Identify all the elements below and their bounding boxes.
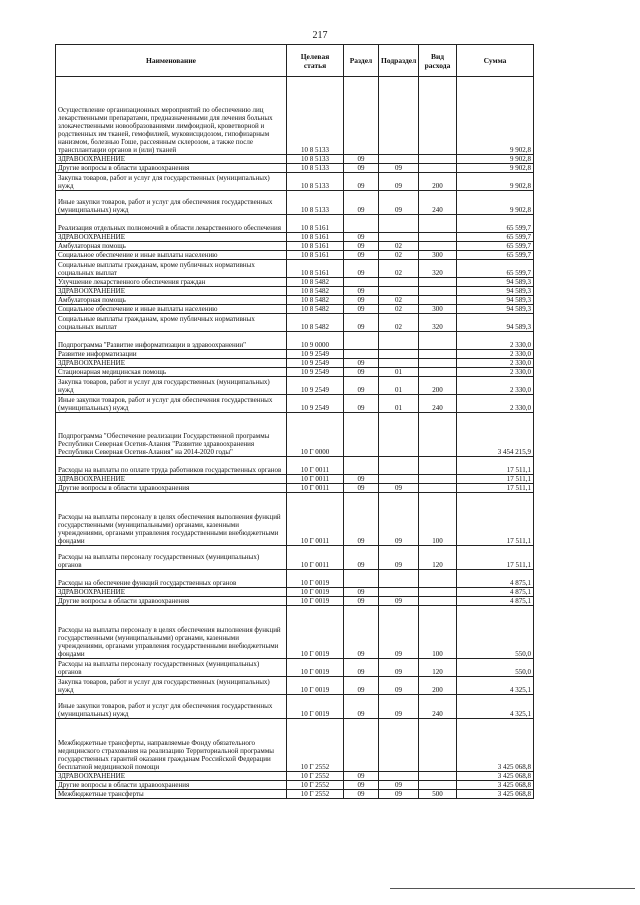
table-row <box>56 588 534 597</box>
table-row <box>56 287 534 296</box>
row-kind-cell: 240 <box>419 695 457 719</box>
row-name-cell: Другие вопросы в области здравоохранения <box>56 781 287 790</box>
row-subsection-cell <box>379 570 419 588</box>
row-sum-cell: 65 599,7 <box>457 242 534 251</box>
row-subsection-cell <box>379 278 419 287</box>
row-target-cell: 10 8 5133 <box>287 173 344 191</box>
row-kind-cell <box>419 597 457 606</box>
row-section-cell: 09 <box>344 597 379 606</box>
table-row <box>56 305 534 314</box>
row-name-cell: Иные закупки товаров, работ и услуг для обеспечения государственных (муниципальных) нужд <box>56 695 287 719</box>
row-subsection-cell: 09 <box>379 790 419 799</box>
row-name-cell: ЗДРАВООХРАНЕНИЕ <box>56 588 287 597</box>
row-kind-cell: 100 <box>419 606 457 659</box>
row-subsection-cell: 09 <box>379 677 419 695</box>
row-name-cell: ЗДРАВООХРАНЕНИЕ <box>56 233 287 242</box>
row-name-cell: Развитие информатизации <box>56 350 287 359</box>
table-row <box>56 233 534 242</box>
row-target-cell: 10 8 5161 <box>287 242 344 251</box>
row-kind-cell: 300 <box>419 251 457 260</box>
row-sum-cell: 17 511,1 <box>457 457 534 475</box>
row-target-cell: 10 Г 0019 <box>287 597 344 606</box>
row-target-cell: 10 8 5482 <box>287 296 344 305</box>
row-subsection-cell: 09 <box>379 781 419 790</box>
row-subsection-cell: 09 <box>379 484 419 493</box>
table-row <box>56 173 534 191</box>
row-target-cell: 10 8 5161 <box>287 251 344 260</box>
table-row <box>56 546 534 570</box>
row-name-cell: Социальные выплаты гражданам, кроме публичных нормативных социальных выплат <box>56 314 287 332</box>
page-number: 217 <box>312 30 328 41</box>
row-target-cell: 10 8 5161 <box>287 215 344 233</box>
row-kind-cell <box>419 155 457 164</box>
row-kind-cell: 300 <box>419 305 457 314</box>
row-name-cell: Социальное обеспечение и иные выплаты населению <box>56 251 287 260</box>
row-name-cell: ЗДРАВООХРАНЕНИЕ <box>56 155 287 164</box>
row-sum-cell: 3 425 068,8 <box>457 790 534 799</box>
row-subsection-cell: 09 <box>379 173 419 191</box>
table-row <box>56 597 534 606</box>
header-section: Раздел <box>344 45 379 77</box>
table-row <box>56 719 534 772</box>
row-name-cell: Расходы на выплаты персоналу в целях обеспечения выполнения функций государственными (муниципальными) органами, казенными учреждениями, органами управления государственными внебюджетными фондами <box>56 606 287 659</box>
row-subsection-cell: 02 <box>379 260 419 278</box>
header-target: Целевая статья <box>287 45 344 77</box>
header-name: Наименование <box>56 45 287 77</box>
row-subsection-cell: 02 <box>379 296 419 305</box>
row-kind-cell <box>419 457 457 475</box>
row-sum-cell: 4 875,1 <box>457 588 534 597</box>
row-sum-cell: 3 454 215,9 <box>457 413 534 457</box>
row-kind-cell: 240 <box>419 191 457 215</box>
row-sum-cell: 94 589,3 <box>457 314 534 332</box>
row-section-cell: 09 <box>344 588 379 597</box>
table-row <box>56 359 534 368</box>
row-subsection-cell: 09 <box>379 164 419 173</box>
row-kind-cell <box>419 772 457 781</box>
row-section-cell: 09 <box>344 260 379 278</box>
row-subsection-cell <box>379 350 419 359</box>
row-name-cell: ЗДРАВООХРАНЕНИЕ <box>56 772 287 781</box>
row-section-cell <box>344 278 379 287</box>
row-kind-cell <box>419 570 457 588</box>
table-row <box>56 314 534 332</box>
header-kind: Вид расхода <box>419 45 457 77</box>
row-subsection-cell <box>379 719 419 772</box>
row-subsection-cell <box>379 475 419 484</box>
row-target-cell: 10 8 5482 <box>287 305 344 314</box>
row-section-cell: 09 <box>344 368 379 377</box>
row-kind-cell <box>419 588 457 597</box>
row-section-cell <box>344 570 379 588</box>
row-name-cell: Подпрограмма "Развитие информатизации в здравоохранении" <box>56 332 287 350</box>
row-kind-cell <box>419 413 457 457</box>
row-section-cell: 09 <box>344 164 379 173</box>
row-target-cell: 10 8 5482 <box>287 314 344 332</box>
row-section-cell: 09 <box>344 191 379 215</box>
row-sum-cell: 4 875,1 <box>457 597 534 606</box>
row-subsection-cell: 02 <box>379 251 419 260</box>
table-row <box>56 677 534 695</box>
table-row <box>56 475 534 484</box>
row-target-cell: 10 Г 0019 <box>287 695 344 719</box>
row-target-cell: 10 9 2549 <box>287 359 344 368</box>
table-row <box>56 215 534 233</box>
table-row <box>56 772 534 781</box>
row-sum-cell: 2 330,0 <box>457 350 534 359</box>
row-target-cell: 10 8 5133 <box>287 77 344 155</box>
table-row <box>56 191 534 215</box>
row-target-cell: 10 8 5161 <box>287 260 344 278</box>
row-sum-cell: 2 330,0 <box>457 377 534 395</box>
row-section-cell: 09 <box>344 395 379 413</box>
row-sum-cell: 94 589,3 <box>457 278 534 287</box>
row-kind-cell <box>419 484 457 493</box>
row-sum-cell: 4 325,1 <box>457 695 534 719</box>
row-section-cell: 09 <box>344 173 379 191</box>
row-subsection-cell <box>379 77 419 155</box>
row-name-cell: Стационарная медицинская помощь <box>56 368 287 377</box>
row-kind-cell <box>419 233 457 242</box>
row-name-cell: Расходы на выплаты по оплате труда работников государственных органов <box>56 457 287 475</box>
row-section-cell <box>344 332 379 350</box>
table-row <box>56 164 534 173</box>
row-target-cell: 10 Г 0019 <box>287 677 344 695</box>
row-kind-cell <box>419 719 457 772</box>
row-name-cell: Осуществление организационных мероприятий по обеспечению лиц лекарственными препаратами, предназначенными для лечения больных злокачественными новообразованиями лимфоидной, кроветворной и родственных им тканей, гемофилией, муковисцидозом, гипофизарным нанизмом, болезнью Гоше, рассеянным склерозом, а также после трансплантации органов и (или) тканей <box>56 77 287 155</box>
row-subsection-cell: 09 <box>379 546 419 570</box>
row-sum-cell: 3 425 068,8 <box>457 772 534 781</box>
row-section-cell <box>344 457 379 475</box>
row-sum-cell: 65 599,7 <box>457 215 534 233</box>
table-header-row <box>56 45 534 77</box>
row-sum-cell: 94 589,3 <box>457 296 534 305</box>
row-kind-cell <box>419 215 457 233</box>
row-sum-cell: 94 589,3 <box>457 287 534 296</box>
footer-divider <box>390 888 635 889</box>
table-row <box>56 368 534 377</box>
table-row <box>56 413 534 457</box>
table-row <box>56 570 534 588</box>
row-kind-cell <box>419 359 457 368</box>
row-subsection-cell: 09 <box>379 606 419 659</box>
row-section-cell: 09 <box>344 359 379 368</box>
row-target-cell: 10 Г 2552 <box>287 781 344 790</box>
row-target-cell: 10 Г 2552 <box>287 772 344 781</box>
row-section-cell: 09 <box>344 305 379 314</box>
row-sum-cell: 2 330,0 <box>457 395 534 413</box>
row-section-cell: 09 <box>344 781 379 790</box>
row-name-cell: Расходы на обеспечение функций государственных органов <box>56 570 287 588</box>
table-row <box>56 659 534 677</box>
row-sum-cell: 4 325,1 <box>457 677 534 695</box>
table-row <box>56 332 534 350</box>
row-target-cell: 10 Г 0011 <box>287 484 344 493</box>
row-sum-cell: 4 875,1 <box>457 570 534 588</box>
row-subsection-cell: 02 <box>379 242 419 251</box>
table-row <box>56 695 534 719</box>
row-sum-cell: 17 511,1 <box>457 546 534 570</box>
row-name-cell: Расходы на выплаты персоналу государственных (муниципальных) органов <box>56 546 287 570</box>
row-name-cell: Иные закупки товаров, работ и услуг для обеспечения государственных (муниципальных) нужд <box>56 395 287 413</box>
row-subsection-cell <box>379 588 419 597</box>
row-name-cell: Закупка товаров, работ и услуг для государственных (муниципальных) нужд <box>56 677 287 695</box>
row-sum-cell: 2 330,0 <box>457 332 534 350</box>
row-kind-cell: 200 <box>419 677 457 695</box>
row-name-cell: Иные закупки товаров, работ и услуг для обеспечения государственных (муниципальных) нужд <box>56 191 287 215</box>
row-name-cell: Межбюджетные трансферты <box>56 790 287 799</box>
row-sum-cell: 9 902,8 <box>457 173 534 191</box>
row-subsection-cell <box>379 287 419 296</box>
table-row <box>56 155 534 164</box>
table-row <box>56 781 534 790</box>
row-name-cell: Расходы на выплаты персоналу государственных (муниципальных) органов <box>56 659 287 677</box>
row-kind-cell <box>419 475 457 484</box>
table-row <box>56 296 534 305</box>
row-name-cell: Другие вопросы в области здравоохранения <box>56 164 287 173</box>
header-subsection: Подраздел <box>379 45 419 77</box>
row-section-cell: 09 <box>344 251 379 260</box>
row-name-cell: Закупка товаров, работ и услуг для государственных (муниципальных) нужд <box>56 377 287 395</box>
row-section-cell: 09 <box>344 695 379 719</box>
row-section-cell: 09 <box>344 772 379 781</box>
row-sum-cell: 3 425 068,8 <box>457 719 534 772</box>
row-target-cell: 10 Г 0000 <box>287 413 344 457</box>
table-row <box>56 395 534 413</box>
table-row <box>56 260 534 278</box>
row-subsection-cell <box>379 772 419 781</box>
table-body <box>56 77 534 799</box>
table-row <box>56 377 534 395</box>
row-sum-cell: 17 511,1 <box>457 493 534 546</box>
row-subsection-cell: 01 <box>379 377 419 395</box>
row-kind-cell: 320 <box>419 260 457 278</box>
row-subsection-cell <box>379 457 419 475</box>
row-name-cell: Подпрограмма "Обеспечение реализации Государственной программы Республики Северная Осетия-Алания "Развитие здравоохранения Республики Северная Осетия-Алания" на 2014-2020 годы" <box>56 413 287 457</box>
row-target-cell: 10 Г 2552 <box>287 790 344 799</box>
row-kind-cell: 200 <box>419 173 457 191</box>
row-subsection-cell: 02 <box>379 305 419 314</box>
row-name-cell: Амбулаторная помощь <box>56 296 287 305</box>
row-name-cell: ЗДРАВООХРАНЕНИЕ <box>56 475 287 484</box>
row-kind-cell: 120 <box>419 659 457 677</box>
row-sum-cell: 2 330,0 <box>457 359 534 368</box>
row-sum-cell: 94 589,3 <box>457 305 534 314</box>
row-sum-cell: 65 599,7 <box>457 233 534 242</box>
row-target-cell: 10 Г 0011 <box>287 457 344 475</box>
row-subsection-cell <box>379 155 419 164</box>
row-target-cell: 10 Г 0019 <box>287 606 344 659</box>
budget-table <box>55 44 534 799</box>
row-target-cell: 10 Г 0011 <box>287 546 344 570</box>
row-section-cell: 09 <box>344 659 379 677</box>
row-name-cell: Расходы на выплаты персоналу в целях обеспечения выполнения функций государственными (муниципальными) органами, казенными учреждениями, органами управления государственными внебюджетными фондами <box>56 493 287 546</box>
row-section-cell: 09 <box>344 314 379 332</box>
row-target-cell: 10 8 5161 <box>287 233 344 242</box>
row-kind-cell <box>419 278 457 287</box>
row-subsection-cell: 09 <box>379 597 419 606</box>
row-section-cell <box>344 215 379 233</box>
row-target-cell: 10 8 5133 <box>287 155 344 164</box>
row-sum-cell: 65 599,7 <box>457 251 534 260</box>
row-kind-cell: 320 <box>419 314 457 332</box>
row-sum-cell: 3 425 068,8 <box>457 781 534 790</box>
row-kind-cell: 120 <box>419 546 457 570</box>
row-name-cell: Социальные выплаты гражданам, кроме публичных нормативных социальных выплат <box>56 260 287 278</box>
row-subsection-cell: 09 <box>379 695 419 719</box>
row-target-cell: 10 Г 0019 <box>287 659 344 677</box>
row-kind-cell <box>419 781 457 790</box>
row-sum-cell: 9 902,8 <box>457 164 534 173</box>
row-subsection-cell <box>379 413 419 457</box>
table-row <box>56 484 534 493</box>
row-subsection-cell: 01 <box>379 368 419 377</box>
row-section-cell: 09 <box>344 296 379 305</box>
row-section-cell <box>344 350 379 359</box>
row-kind-cell <box>419 296 457 305</box>
table-row <box>56 493 534 546</box>
row-kind-cell <box>419 332 457 350</box>
row-section-cell: 09 <box>344 677 379 695</box>
row-target-cell: 10 Г 2552 <box>287 719 344 772</box>
row-section-cell: 09 <box>344 287 379 296</box>
header-sum: Сумма <box>457 45 534 77</box>
row-name-cell: Закупка товаров, работ и услуг для государственных (муниципальных) нужд <box>56 173 287 191</box>
row-sum-cell: 9 902,8 <box>457 191 534 215</box>
row-kind-cell: 200 <box>419 377 457 395</box>
row-section-cell: 09 <box>344 475 379 484</box>
row-name-cell: Амбулаторная помощь <box>56 242 287 251</box>
row-target-cell: 10 8 5482 <box>287 278 344 287</box>
table-row <box>56 251 534 260</box>
row-subsection-cell <box>379 215 419 233</box>
row-section-cell: 09 <box>344 377 379 395</box>
row-kind-cell <box>419 287 457 296</box>
row-sum-cell: 2 330,0 <box>457 368 534 377</box>
table-row <box>56 790 534 799</box>
row-name-cell: Реализация отдельных полномочий в области лекарственного обеспечения <box>56 215 287 233</box>
row-section-cell: 09 <box>344 790 379 799</box>
row-subsection-cell: 02 <box>379 314 419 332</box>
row-subsection-cell: 09 <box>379 493 419 546</box>
row-sum-cell: 17 511,1 <box>457 484 534 493</box>
row-sum-cell: 17 511,1 <box>457 475 534 484</box>
row-name-cell: ЗДРАВООХРАНЕНИЕ <box>56 359 287 368</box>
row-name-cell: Улучшение лекарственного обеспечения граждан <box>56 278 287 287</box>
row-subsection-cell: 09 <box>379 659 419 677</box>
row-section-cell <box>344 413 379 457</box>
row-sum-cell: 550,0 <box>457 659 534 677</box>
row-target-cell: 10 8 5133 <box>287 191 344 215</box>
row-sum-cell: 550,0 <box>457 606 534 659</box>
row-kind-cell <box>419 350 457 359</box>
row-subsection-cell: 01 <box>379 395 419 413</box>
row-target-cell: 10 9 0000 <box>287 332 344 350</box>
row-section-cell <box>344 719 379 772</box>
row-target-cell: 10 Г 0011 <box>287 493 344 546</box>
row-sum-cell: 65 599,7 <box>457 260 534 278</box>
row-sum-cell: 9 902,8 <box>457 77 534 155</box>
row-target-cell: 10 9 2549 <box>287 377 344 395</box>
row-kind-cell <box>419 164 457 173</box>
row-target-cell: 10 Г 0019 <box>287 570 344 588</box>
table-row <box>56 77 534 155</box>
row-kind-cell <box>419 242 457 251</box>
row-kind-cell: 240 <box>419 395 457 413</box>
row-section-cell: 09 <box>344 546 379 570</box>
row-target-cell: 10 8 5133 <box>287 164 344 173</box>
row-target-cell: 10 Г 0011 <box>287 475 344 484</box>
row-subsection-cell: 09 <box>379 191 419 215</box>
row-section-cell: 09 <box>344 493 379 546</box>
row-section-cell <box>344 77 379 155</box>
row-section-cell: 09 <box>344 606 379 659</box>
row-target-cell: 10 9 2549 <box>287 368 344 377</box>
row-section-cell: 09 <box>344 155 379 164</box>
table-row <box>56 350 534 359</box>
row-target-cell: 10 Г 0019 <box>287 588 344 597</box>
row-section-cell: 09 <box>344 484 379 493</box>
row-subsection-cell <box>379 332 419 350</box>
row-name-cell: Другие вопросы в области здравоохранения <box>56 597 287 606</box>
row-subsection-cell <box>379 233 419 242</box>
row-name-cell: Другие вопросы в области здравоохранения <box>56 484 287 493</box>
row-name-cell: Социальное обеспечение и иные выплаты населению <box>56 305 287 314</box>
row-target-cell: 10 9 2549 <box>287 395 344 413</box>
row-target-cell: 10 8 5482 <box>287 287 344 296</box>
row-section-cell: 09 <box>344 242 379 251</box>
table-row <box>56 457 534 475</box>
row-section-cell: 09 <box>344 233 379 242</box>
row-subsection-cell <box>379 359 419 368</box>
row-name-cell: ЗДРАВООХРАНЕНИЕ <box>56 287 287 296</box>
row-sum-cell: 9 902,8 <box>457 155 534 164</box>
row-target-cell: 10 9 2549 <box>287 350 344 359</box>
row-kind-cell <box>419 368 457 377</box>
table-row <box>56 606 534 659</box>
table-row <box>56 242 534 251</box>
row-name-cell: Межбюджетные трансферты, направляемые Фонду обязательного медицинского страхования на реализацию Территориальной программы государственных гарантий оказания гражданам Российской Федерации бесплатной медицинской помощи <box>56 719 287 772</box>
row-kind-cell: 500 <box>419 790 457 799</box>
row-kind-cell <box>419 77 457 155</box>
row-kind-cell: 100 <box>419 493 457 546</box>
table-row <box>56 278 534 287</box>
